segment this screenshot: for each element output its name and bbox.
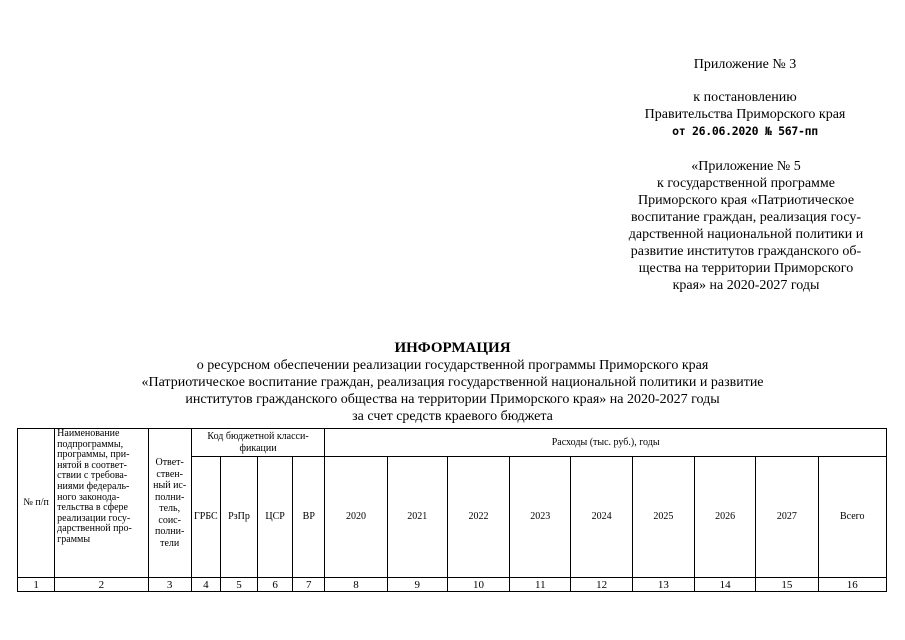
col-header-responsible-line: ный ис- <box>153 480 187 491</box>
col-header-responsible-line: Ответ- <box>155 457 184 468</box>
col-header-csr: ЦСР <box>258 457 293 578</box>
table-header-row <box>18 429 887 457</box>
col-header-responsible-line: тель, <box>159 503 181 514</box>
column-number: 15 <box>756 578 818 592</box>
col-header-name-line: ствии с требова- <box>57 470 128 482</box>
col-header-year: 2024 <box>571 457 632 578</box>
col-header-number: № п/п <box>18 429 55 578</box>
appendix-number: Приложение № 3 <box>693 57 797 72</box>
program-appendix-line: развитие институтов гражданского об- <box>630 244 862 259</box>
resource-table <box>17 428 887 592</box>
col-header-name-line: ного законода- <box>57 491 120 503</box>
col-header-responsible-line: полни- <box>155 491 185 503</box>
col-header-name-line: программы, при- <box>57 449 130 461</box>
document-subtitle-line: институтов гражданского общества на территории Приморского края» на 2020-2027 годы <box>185 392 720 407</box>
program-appendix-line: дарственной национальной политики и <box>628 227 864 242</box>
column-number: 10 <box>447 578 509 592</box>
column-number: 1 <box>18 578 55 592</box>
col-header-year: 2021 <box>387 457 447 578</box>
decree-reference: к постановлению <box>693 90 797 105</box>
document-subtitle-line: за счет средств краевого бюджета <box>352 409 553 424</box>
column-number: 3 <box>148 578 191 592</box>
column-number: 6 <box>258 578 293 592</box>
program-appendix-line: воспитание граждан, реализация госу- <box>630 210 862 225</box>
col-header-name-line: граммы <box>57 533 91 545</box>
document-subtitle-line: о ресурсном обеспечении реализации государственной программы Приморского края <box>196 358 709 373</box>
col-header-name-line: ниями федераль- <box>57 480 130 492</box>
col-header-responsible-line: полни- <box>155 526 185 537</box>
column-number: 8 <box>325 578 387 592</box>
col-header-total: Всего <box>818 457 886 578</box>
col-header-vr: ВР <box>293 457 325 578</box>
col-header-name-line: Наименование <box>57 428 120 439</box>
col-header-responsible-line: тели <box>160 537 180 549</box>
document-heading <box>0 340 905 425</box>
column-number: 13 <box>632 578 694 592</box>
column-number: 11 <box>510 578 571 592</box>
col-header-year: 2027 <box>756 457 818 578</box>
col-header-budget-code <box>191 429 325 457</box>
col-header-year: 2022 <box>447 457 509 578</box>
appendix-header <box>600 56 890 140</box>
column-number: 5 <box>220 578 257 592</box>
col-header-name-line: подпрограммы, <box>57 438 124 450</box>
column-number: 16 <box>818 578 886 592</box>
col-header-name-line: тельства в сфере <box>57 502 128 514</box>
decree-issuer: Правительства Приморского края <box>644 107 846 122</box>
col-header-name-line: реализации госу- <box>57 512 131 524</box>
col-header-rzpr: РзПр <box>220 457 257 578</box>
column-number: 7 <box>293 578 325 592</box>
col-header-year: 2023 <box>510 457 571 578</box>
column-number: 12 <box>571 578 632 592</box>
column-number: 4 <box>191 578 220 592</box>
col-header-year: 2020 <box>325 457 387 578</box>
program-appendix-line: к государственной программе <box>657 176 835 191</box>
col-header-name <box>55 429 148 578</box>
col-header-expenses: Расходы (тыс. руб.), годы <box>325 429 887 457</box>
col-header-responsible <box>148 429 191 578</box>
program-appendix-reference <box>612 158 880 294</box>
column-number-row <box>18 578 887 592</box>
column-number: 9 <box>387 578 447 592</box>
col-header-responsible-line: ствен- <box>156 468 183 480</box>
col-header-name-line: дарственной про- <box>57 523 132 535</box>
col-header-grbs: ГРБС <box>191 457 220 578</box>
program-appendix-line: щества на территории Приморского <box>638 261 854 276</box>
col-header-year: 2026 <box>694 457 755 578</box>
document-title: ИНФОРМАЦИЯ <box>394 340 511 356</box>
col-header-year: 2025 <box>632 457 694 578</box>
decree-date-stamp: от 26.06.2020 № 567-пп <box>672 124 818 138</box>
col-header-responsible-line: соис- <box>158 514 181 526</box>
col-header-budget-code-line: фикации <box>239 442 277 454</box>
program-appendix-line: «Приложение № 5 <box>691 159 801 174</box>
col-header-budget-code-line: Код бюджетной класси- <box>207 431 309 442</box>
program-appendix-line: Приморского края «Патриотическое <box>637 193 855 208</box>
col-header-name-line: нятой в соответ- <box>57 459 127 471</box>
column-number: 14 <box>694 578 755 592</box>
column-number: 2 <box>55 578 148 592</box>
program-appendix-line: края» на 2020-2027 годы <box>672 278 820 293</box>
document-subtitle-line: «Патриотическое воспитание граждан, реализация государственной национальной политики и развитие <box>141 375 764 390</box>
